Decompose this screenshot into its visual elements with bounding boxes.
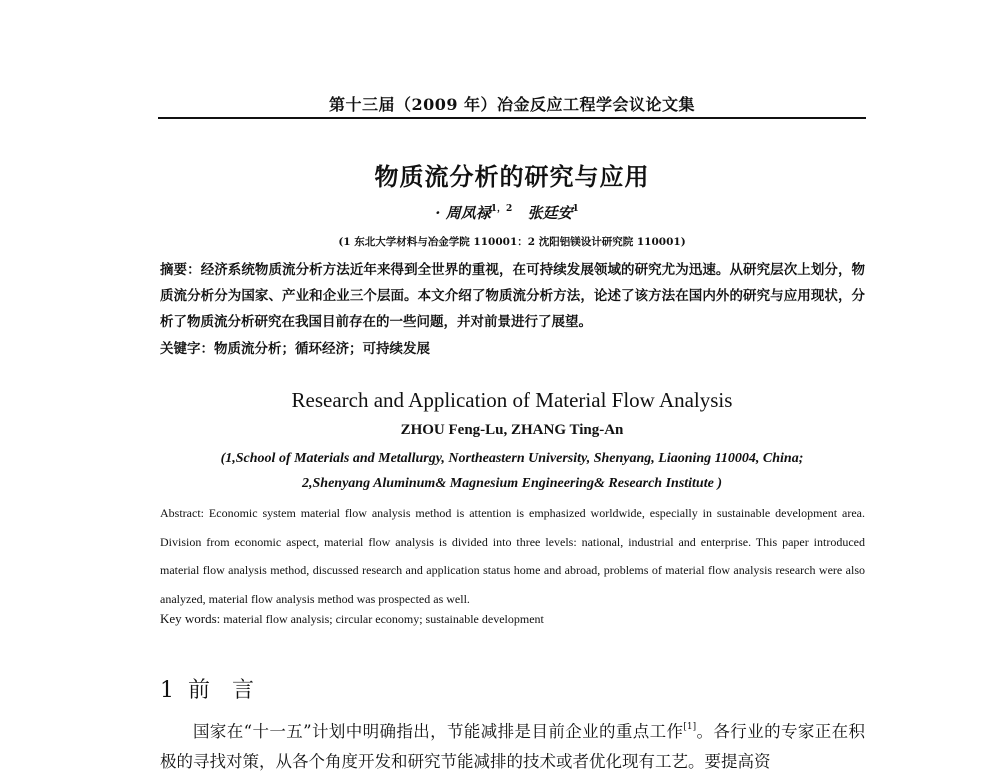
author-name: 周凤禄	[445, 204, 491, 222]
author-name: 张廷安	[527, 204, 573, 222]
keywords-label: 关键字：	[160, 341, 214, 357]
chinese-authors	[158, 201, 866, 223]
chinese-keywords	[160, 337, 865, 357]
english-affiliation-line1: (1,School of Materials and Metallurgy, Northeastern University, Shenyang, Liaoning 110004, China;	[220, 451, 804, 466]
english-affiliation-line2: 2,Shenyang Aluminum& Magnesium Engineering& Research Institute )	[302, 476, 722, 491]
citation-ref: [1]	[683, 722, 697, 732]
section-body	[160, 712, 865, 777]
keywords-text: 物质流分析；循环经济；可持续发展	[214, 341, 430, 357]
abstract-label: Abstract:	[160, 506, 204, 520]
running-header: 第十三届（2009 年）冶金反应工程学会议论文集	[328, 95, 696, 114]
abstract-text: Economic system material flow analysis method is attention is emphasized worldwide, especially in sustainable development area. Division from economic aspect, material flow analysis is divided into three levels: national, industrial and enterprise. This paper introduced material flow analysis method, discussed research and application status home and abroad, problems of material flow analysis research were also analyzed, material flow analysis method was prospected as well.	[160, 506, 865, 606]
body-text-part2: 。各行业的专家正在积极的寻找对策，从各个角度开发和研究节能减排的技术或者优化现有工艺。要提高资	[160, 722, 866, 771]
english-authors: ZHOU Feng-Lu, ZHANG Ting-An	[400, 422, 624, 438]
english-title: Research and Application of Material Flow Analysis	[291, 388, 733, 412]
section-heading	[160, 673, 276, 704]
section-title: 前言	[188, 678, 277, 703]
abstract-text: 经济系统物质流分析方法近年来得到全世界的重视，在可持续发展领域的研究尤为迅速。从研究层次上划分，物质流分析分为国家、产业和企业三个层面。本文介绍了物质流分析方法，论述了该方法在国内外的研究与应用现状，分析了物质流分析研究在我国目前存在的一些问题，并对前景进行了展望。	[160, 262, 866, 330]
body-text-part1: 国家在“十一五”计划中明确指出，节能减排是目前企业的重点工作	[193, 722, 684, 741]
chinese-title: 物质流分析的研究与应用	[374, 162, 650, 191]
section-number: 1	[160, 678, 176, 703]
abstract-label: 摘要：	[160, 262, 201, 278]
keywords-text: material flow analysis; circular economy; sustainable development	[223, 612, 544, 626]
author-superscript: 1，2	[490, 204, 513, 214]
author-superscript: 1	[572, 204, 579, 214]
english-abstract	[160, 499, 865, 613]
chinese-abstract	[160, 257, 865, 335]
chinese-affiliation: (1 东北大学材料与冶金学院 110001：2 沈阳铝镁设计研究院 110001)	[338, 236, 686, 248]
author-prefix: ·	[435, 204, 441, 222]
english-keywords	[160, 611, 865, 627]
header-rule	[158, 117, 866, 119]
keywords-label: Key words:	[160, 611, 221, 626]
